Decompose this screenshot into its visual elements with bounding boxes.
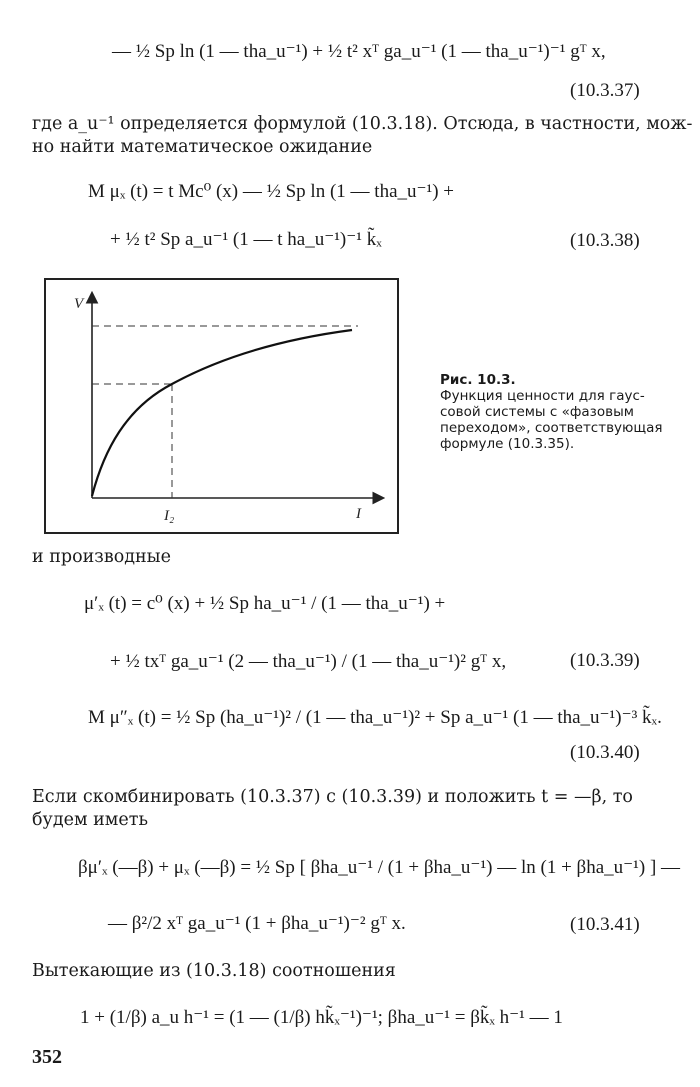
- eq-10-3-41-line1: βμ′ₓ (—β) + μₓ (—β) = ½ Sp [ βha_u⁻¹ / (1 + βha_u⁻¹) — ln (1 + βha_u⁻¹) ] —: [78, 857, 681, 878]
- eq-10-3-41-line2: — β²/2 xᵀ ga_u⁻¹ (1 + βha_u⁻¹)⁻² gᵀ x.: [108, 913, 406, 934]
- eq-10-3-41-number: (10.3.41): [570, 914, 640, 935]
- page-number: 352: [32, 1046, 62, 1068]
- eq-10-3-38-number: (10.3.38): [570, 230, 640, 251]
- figure-10-3: [44, 278, 399, 534]
- eq-10-3-37-line1: — ½ Sp ln (1 — tha_u⁻¹) + ½ t² xᵀ ga_u⁻¹ (1 — tha_u⁻¹)⁻¹ gᵀ x,: [112, 41, 606, 62]
- para2-line1: и производные: [32, 547, 171, 567]
- para1-line2: но найти математическое ожидание: [32, 137, 373, 157]
- value-function-plot: [46, 280, 397, 532]
- para4-line1: Вытекающие из (10.3.18) соотношения: [32, 961, 396, 981]
- eq-10-3-40-line1: M μ″ₓ (t) = ½ Sp (ha_u⁻¹)² / (1 — tha_u⁻¹)² + Sp a_u⁻¹ (1 — tha_u⁻¹)⁻³ k̃ₓ.: [88, 707, 662, 728]
- eq-10-3-37-number: (10.3.37): [570, 80, 640, 101]
- figure-caption: [440, 372, 668, 452]
- value-curve: [92, 330, 352, 496]
- eq-10-3-40-number: (10.3.40): [570, 742, 640, 763]
- x-axis-label: I: [356, 506, 361, 522]
- eq-10-3-38-line1: M μₓ (t) = t Mc⁰ (x) — ½ Sp ln (1 — tha_u⁻¹) +: [88, 181, 455, 202]
- eq-last-line1: 1 + (1/β) a_u h⁻¹ = (1 — (1/β) hk̃ₓ⁻¹)⁻¹; βha_u⁻¹ = βk̃ₓ h⁻¹ — 1: [80, 1007, 563, 1028]
- para3-line2: будем иметь: [32, 810, 148, 830]
- tick-label-i2: I₂: [164, 508, 175, 524]
- eq-10-3-39-number: (10.3.39): [570, 650, 640, 671]
- y-axis-label: V: [74, 296, 84, 312]
- figure-caption-title: Рис. 10.3.: [440, 372, 516, 388]
- para1-line1: где a_u⁻¹ определяется формулой (10.3.18). Отсюда, в частности, мож-: [32, 114, 693, 134]
- eq-10-3-39-line2: + ½ txᵀ ga_u⁻¹ (2 — tha_u⁻¹) / (1 — tha_u⁻¹)² gᵀ x,: [110, 651, 507, 672]
- eq-10-3-38-line2: + ½ t² Sp a_u⁻¹ (1 — t ha_u⁻¹)⁻¹ k̃ₓ: [110, 229, 382, 250]
- para3-line1: Если скомбинировать (10.3.37) с (10.3.39) и положить t = —β, то: [32, 787, 633, 807]
- figure-caption-text: Функция ценности для гауссовой системы с «фазовым переходом», соответствующая формуле (10.3.35).: [440, 388, 663, 452]
- eq-10-3-39-line1: μ′ₓ (t) = c⁰ (x) + ½ Sp ha_u⁻¹ / (1 — tha_u⁻¹) +: [84, 593, 446, 614]
